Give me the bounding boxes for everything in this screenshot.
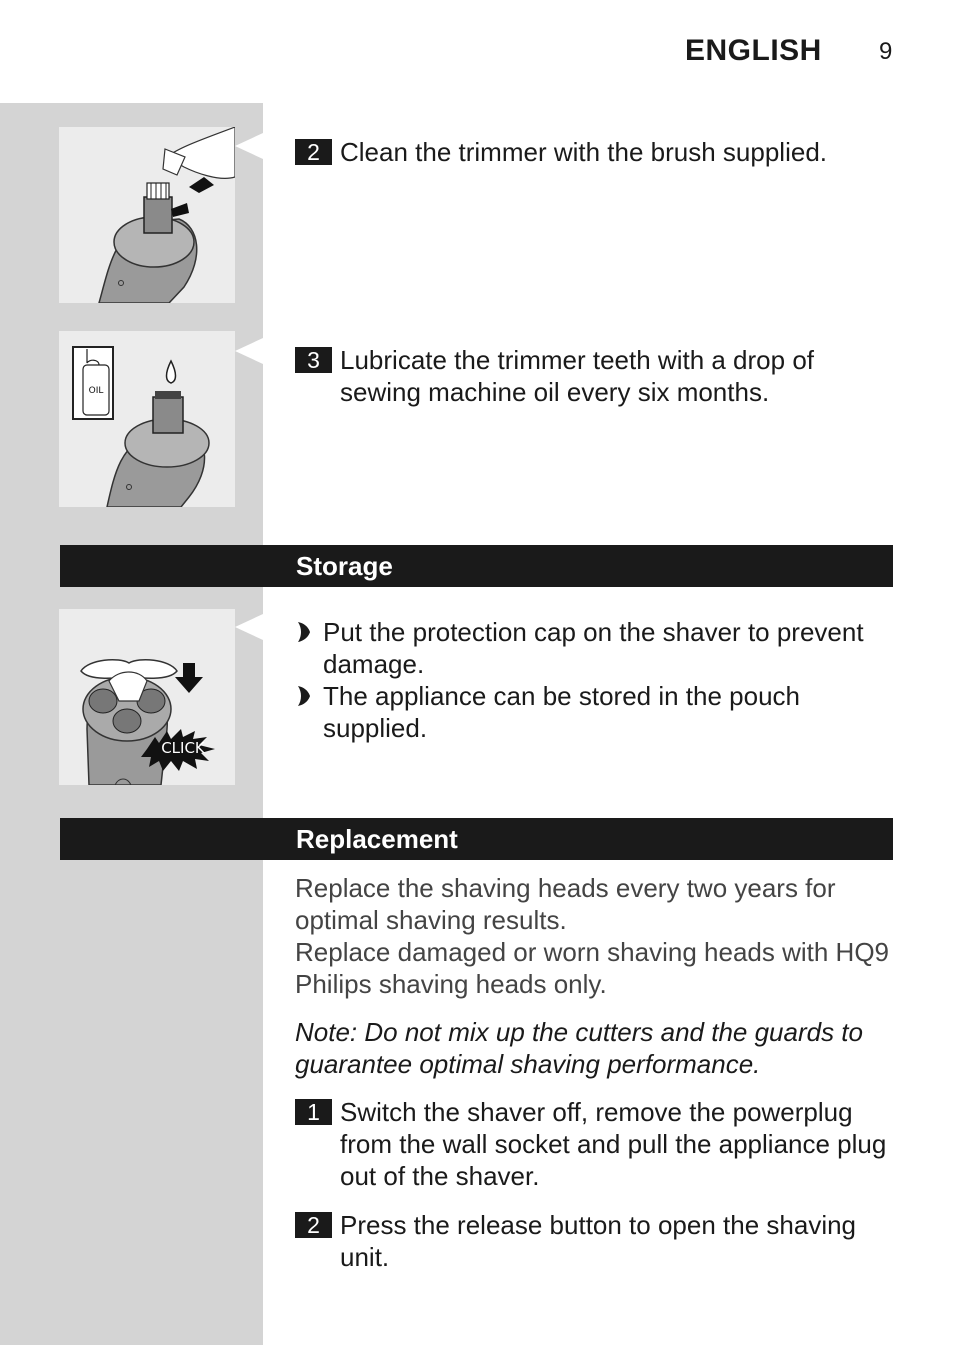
- illustration-lubricate: [59, 331, 235, 507]
- step-text-line: Switch the shaver off, remove the powerplug: [340, 1097, 853, 1127]
- storage-bullet-cap: [296, 616, 864, 680]
- illustration-storage: [59, 609, 235, 785]
- step-text: [340, 344, 814, 408]
- step-number: 1: [295, 1099, 332, 1125]
- step-text-line: Lubricate the trimmer teeth with a drop of: [340, 345, 815, 375]
- trimmer-brush-drawing: [59, 127, 235, 303]
- illustration-clean-trimmer: [59, 127, 235, 303]
- page-number: 9: [879, 38, 893, 65]
- paragraph-line: Replace damaged or worn shaving heads with HQ9: [295, 937, 890, 967]
- step-release-button: [295, 1209, 856, 1273]
- replacement-paragraph-model: [295, 936, 889, 1000]
- illustration-pointer: [235, 338, 263, 364]
- shaver-cap-drawing: [59, 609, 235, 785]
- step-text-line: unit.: [340, 1242, 390, 1272]
- paragraph-line: optimal shaving results.: [295, 905, 567, 935]
- step-text-line: out of the shaver.: [340, 1161, 540, 1191]
- bullet-text-line: supplied.: [323, 713, 428, 743]
- bullet-text-line: The appliance can be stored in the pouch: [323, 681, 801, 711]
- section-header-replacement: [60, 818, 893, 860]
- note-line: Note: Do not mix up the cutters and the guards to: [295, 1017, 863, 1047]
- step-text-line: sewing machine oil every six months.: [340, 377, 770, 407]
- step-clean-trimmer: [295, 136, 827, 168]
- section-title: Replacement: [296, 824, 458, 854]
- paragraph-line: Replace the shaving heads every two years for: [295, 873, 836, 903]
- step-text: Clean the trimmer with the brush supplied.: [340, 137, 828, 167]
- replacement-paragraph-interval: [295, 872, 836, 936]
- step-text-line: Press the release button to open the shaving: [340, 1210, 857, 1240]
- step-text-line: from the wall socket and pull the appliance plug: [340, 1129, 887, 1159]
- section-header-storage: [60, 545, 893, 587]
- note-line: guarantee optimal shaving performance.: [295, 1049, 761, 1079]
- step-text: [340, 1096, 886, 1192]
- bullet-text-line: Put the protection cap on the shaver to prevent: [323, 617, 864, 647]
- section-title: Storage: [296, 551, 393, 581]
- click-label: CLICK: [161, 739, 205, 757]
- bullet-text: [323, 680, 800, 744]
- step-number: 2: [295, 139, 332, 165]
- step-switch-off: [295, 1096, 886, 1192]
- oil-drawing: [59, 331, 235, 507]
- oil-label: OIL: [88, 386, 104, 396]
- paragraph-line: Philips shaving heads only.: [295, 969, 607, 999]
- step-number: 3: [295, 347, 332, 373]
- language-header: ENGLISH: [685, 34, 822, 67]
- illustration-pointer: [235, 133, 263, 159]
- illustration-pointer: [235, 614, 263, 640]
- bullet-text: [323, 616, 864, 680]
- step-lubricate: [295, 344, 814, 408]
- bullet-text-line: damage.: [323, 649, 425, 679]
- replacement-note: [295, 1016, 863, 1080]
- step-number: 2: [295, 1212, 332, 1238]
- bullet-icon: [296, 622, 310, 642]
- bullet-icon: [296, 686, 310, 706]
- storage-bullet-pouch: [296, 680, 800, 744]
- step-text: [340, 1209, 856, 1273]
